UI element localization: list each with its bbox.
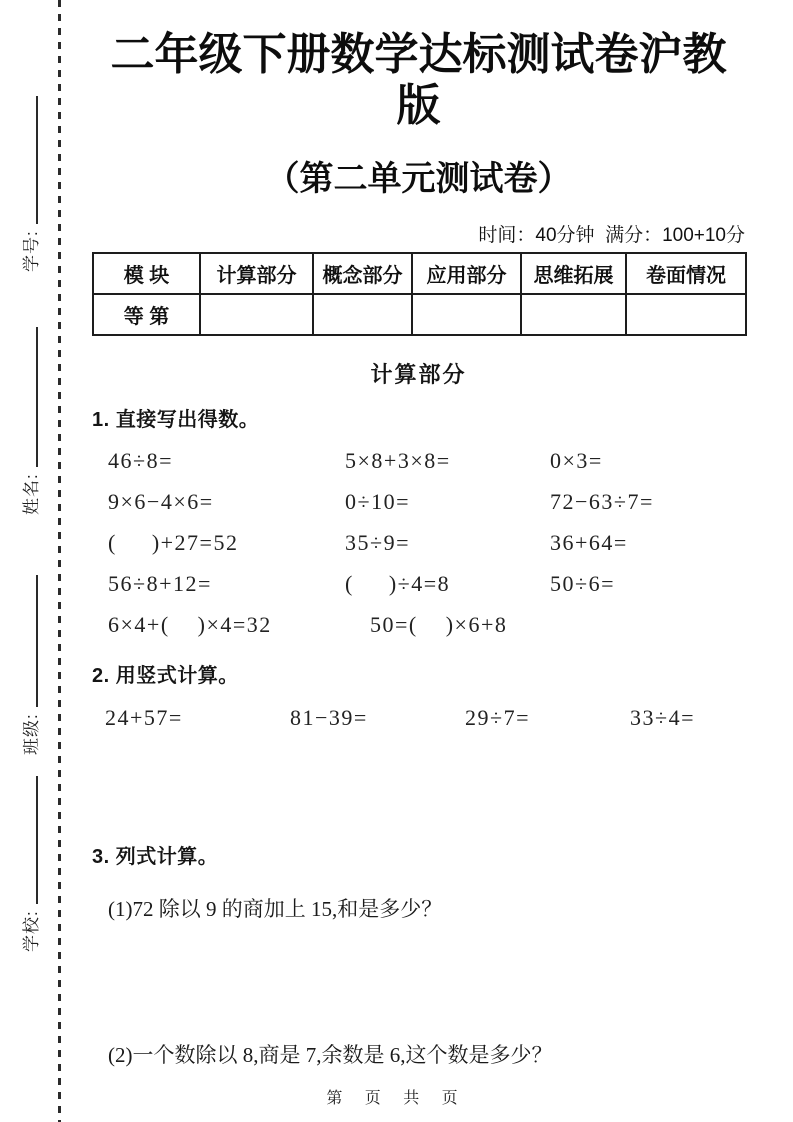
- q1-row: [92, 604, 745, 645]
- math-expression: 24+57=: [105, 705, 183, 731]
- question-2-problems: [92, 702, 745, 734]
- grade-row-label: 等 第: [93, 294, 200, 335]
- cut-line-dashed-divider: [58, 0, 61, 1122]
- math-expression: 56÷8+12=: [108, 570, 212, 596]
- sidebar-field-name: [17, 327, 42, 515]
- class-blank-line: [36, 575, 38, 707]
- score-header-concept: 概念部分: [313, 253, 412, 294]
- grade-cell: [626, 294, 746, 335]
- math-expression: 50=( )×6+8: [370, 611, 508, 637]
- q3-work-space: [92, 923, 745, 1015]
- question-3-label: 3. 列式计算。: [92, 846, 219, 869]
- paper-content: [92, 0, 745, 1069]
- q1-row: [92, 522, 745, 563]
- grade-cell: [412, 294, 521, 335]
- score-table: [92, 252, 747, 336]
- sidebar-field-school: [17, 776, 42, 952]
- question-2-label: 2. 用竖式计算。: [92, 665, 239, 688]
- math-expression: 6×4+( )×4=32: [108, 611, 272, 637]
- math-expression: 0×3=: [550, 447, 603, 473]
- q1-row: [92, 440, 745, 481]
- math-expression: 9×6−4×6=: [108, 488, 214, 514]
- q3-subquestion-2: (2)一个数除以 8,商是 7,余数是 6,这个数是多少？: [108, 1043, 553, 1068]
- score-table-header-row: [93, 253, 746, 294]
- grade-cell: [313, 294, 412, 335]
- school-blank-line: [36, 776, 38, 904]
- q1-row: [92, 563, 745, 604]
- question-1-label: 1. 直接写出得数。: [92, 409, 260, 432]
- page-footer: 第 页 共 页: [326, 1090, 467, 1107]
- student-number-blank-line: [36, 96, 38, 224]
- name-label: 姓名:: [22, 473, 41, 515]
- math-expression: 81−39=: [290, 705, 368, 731]
- score-table-grade-row: [93, 294, 746, 335]
- score-header-calculation: 计算部分: [200, 253, 313, 294]
- math-expression: 72−63÷7=: [550, 488, 654, 514]
- score-header-module: 模 块: [93, 253, 200, 294]
- q3-subquestion-1: (1)72 除以 9 的商加上 15,和是多少？: [108, 897, 443, 922]
- section-title-calculation: 计算部分: [370, 362, 467, 388]
- score-header-neatness: 卷面情况: [626, 253, 746, 294]
- school-label: 学校:: [22, 910, 41, 952]
- math-expression: 36+64=: [550, 529, 628, 555]
- grade-cell: [200, 294, 313, 335]
- class-label: 班级:: [22, 713, 41, 755]
- q1-row: [92, 481, 745, 522]
- q2-work-space: [92, 734, 745, 826]
- sidebar-field-class: [17, 575, 42, 755]
- math-expression: 0÷10=: [345, 488, 410, 514]
- math-expression: ( )+27=52: [108, 529, 239, 555]
- math-expression: 5×8+3×8=: [345, 447, 451, 473]
- page-title: 二年级下册数学达标测试卷沪教版: [110, 30, 727, 130]
- math-expression: 29÷7=: [465, 705, 530, 731]
- math-expression: 50÷6=: [550, 570, 615, 596]
- math-expression: 33÷4=: [630, 705, 695, 731]
- question-1-problems: [92, 440, 745, 645]
- exam-time-score-info: 时间：40分钟 满分：100+10分: [478, 225, 745, 247]
- sidebar-field-student-number: [17, 96, 42, 272]
- name-blank-line: [36, 327, 38, 467]
- grade-cell: [521, 294, 626, 335]
- math-expression: 35÷9=: [345, 529, 410, 555]
- student-number-label: 学号:: [22, 230, 41, 272]
- score-header-thinking: 思维拓展: [521, 253, 626, 294]
- score-header-application: 应用部分: [412, 253, 521, 294]
- math-expression: ( )÷4=8: [345, 570, 451, 596]
- math-expression: 46÷8=: [108, 447, 173, 473]
- page-subtitle: （第二单元测试卷）: [265, 160, 572, 199]
